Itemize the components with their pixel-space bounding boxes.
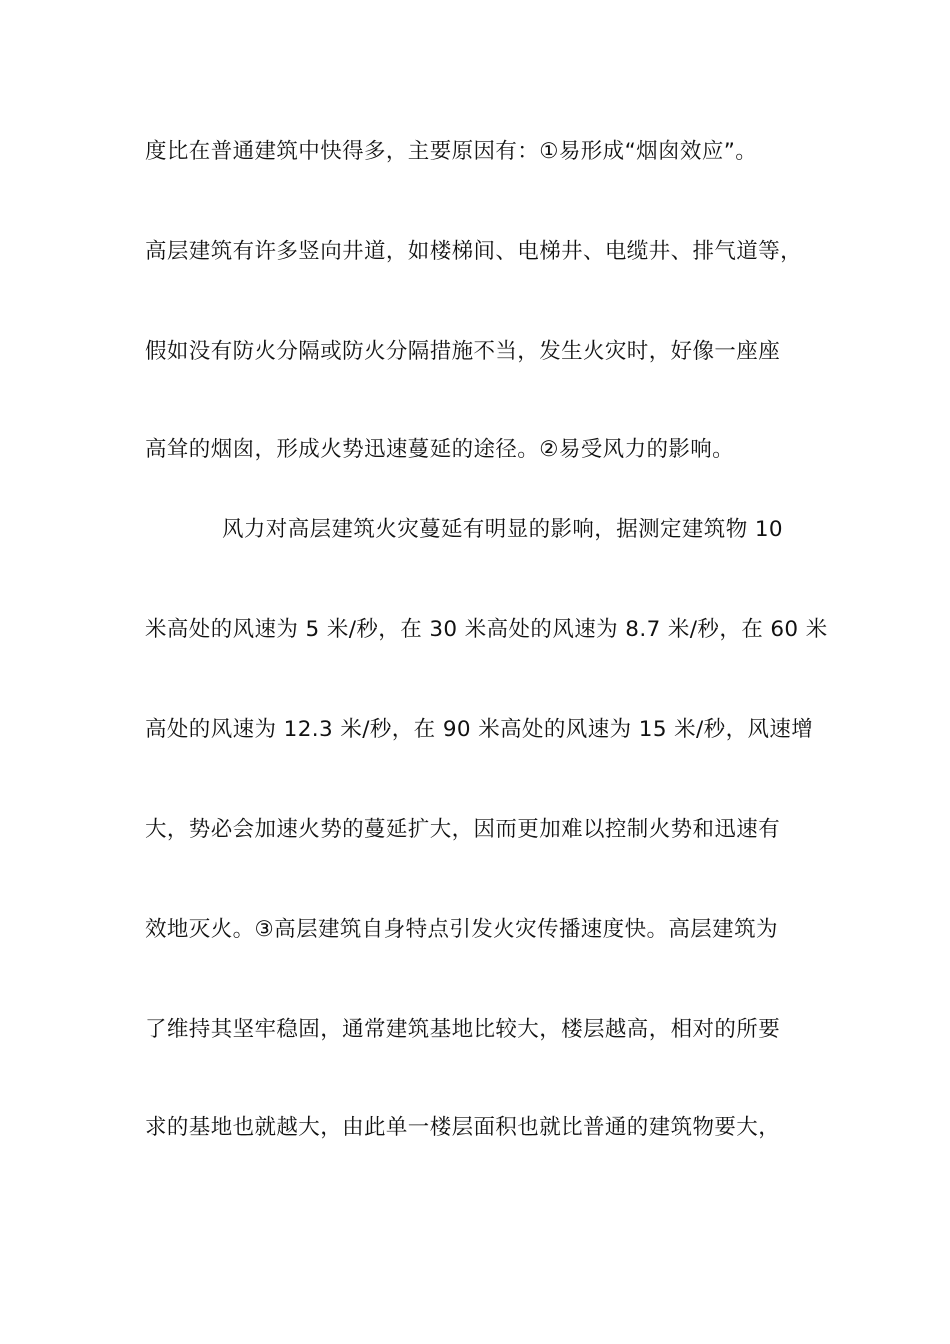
text-line: 大，势必会加速火势的蔓延扩大，因而更加难以控制火势和迅速有 xyxy=(145,817,781,842)
text-line: 高处的风速为 12.3 米/秒，在 90 米高处的风速为 15 米/秒，风速增 xyxy=(145,717,814,742)
text-line: 求的基地也就越大，由此单一楼层面积也就比普通的建筑物要大， xyxy=(145,1115,781,1140)
text-line: 假如没有防火分隔或防火分隔措施不当，发生火灾时，好像一座座 xyxy=(145,339,781,364)
text-line: 高耸的烟囱，形成火势迅速蔓延的途径。②易受风力的影响。 xyxy=(145,437,735,462)
paragraph-first-line: 风力对高层建筑火灾蔓延有明显的影响，据测定建筑物 10 xyxy=(222,517,783,542)
text-line: 了维持其坚牢稳固，通常建筑基地比较大，楼层越高，相对的所要 xyxy=(145,1017,781,1042)
text-line: 度比在普通建筑中快得多，主要原因有：①易形成“烟囱效应”。 xyxy=(145,139,758,164)
text-line: 米高处的风速为 5 米/秒，在 30 米高处的风速为 8.7 米/秒，在 60 米 xyxy=(145,617,828,642)
text-line: 效地灭火。③高层建筑自身特点引发火灾传播速度快。高层建筑为 xyxy=(145,917,778,942)
text-line: 高层建筑有许多竖向井道，如楼梯间、电梯井、电缆井、排气道等， xyxy=(145,239,803,264)
